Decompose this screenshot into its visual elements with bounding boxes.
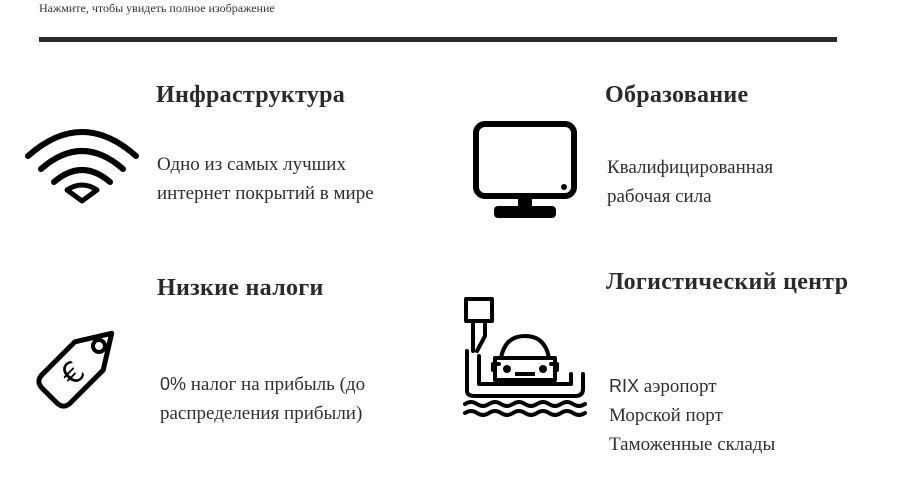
view-full-image-link[interactable]: Нажмите, чтобы увидеть полное изображение <box>39 1 275 15</box>
description-text: налог на прибыль (до <box>186 374 366 395</box>
svg-text:€: € <box>54 354 93 394</box>
description-line: Квалифицированная <box>607 157 774 178</box>
education-title: Образование <box>605 82 749 108</box>
divider-line <box>39 37 837 42</box>
description-line: Морской порт <box>609 405 723 426</box>
description-text: аэропорт <box>639 376 717 397</box>
description-line: Таможенные склады <box>609 434 776 455</box>
infrastructure-title: Инфраструктура <box>156 82 346 108</box>
description-line: Одно из самых лучших <box>157 154 346 175</box>
description-line <box>160 370 365 399</box>
logistics-title: Логистический центр <box>606 269 849 295</box>
airport-code: RIX <box>609 376 640 396</box>
logistics-description <box>609 372 775 459</box>
wifi-icon <box>24 120 140 206</box>
taxes-description <box>160 370 365 428</box>
description-line: интернет покрытий в мире <box>157 183 374 204</box>
car-ferry-icon <box>463 296 587 420</box>
infrastructure-description <box>157 150 374 208</box>
description-line: рабочая сила <box>607 186 712 207</box>
euro-price-tag-icon <box>26 307 138 419</box>
description-line <box>609 372 775 401</box>
taxes-title: Низкие налоги <box>157 275 324 301</box>
monitor-icon <box>473 121 577 221</box>
description-line: распределения прибыли) <box>160 403 363 424</box>
education-description <box>607 153 773 211</box>
percent-value: 0% <box>160 374 187 394</box>
